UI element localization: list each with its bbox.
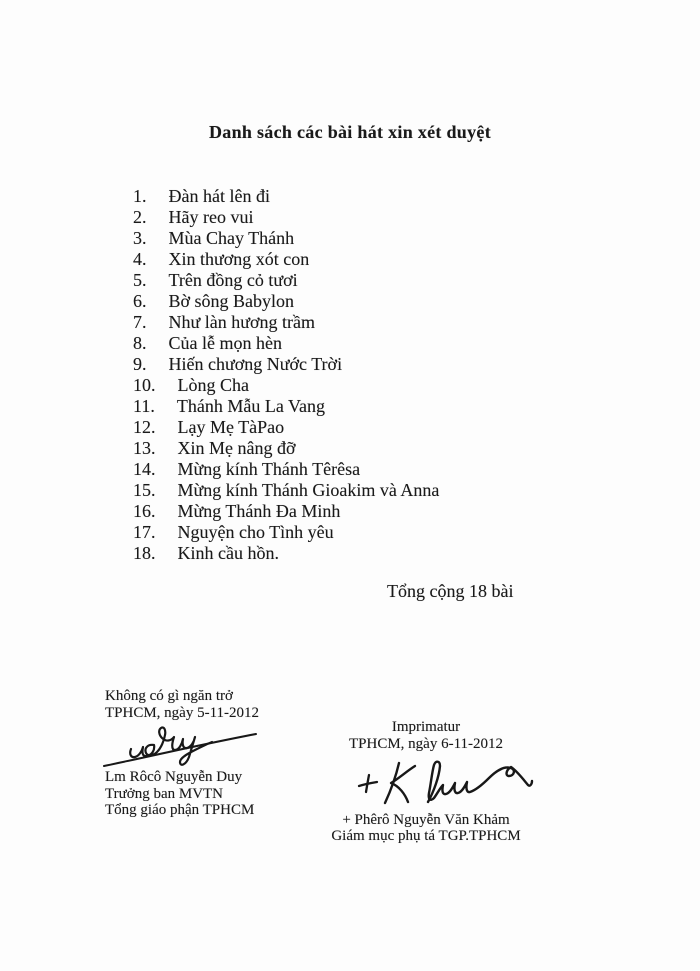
song-number: 10. <box>133 375 156 395</box>
signature-nguyen-van-kham <box>345 757 535 819</box>
list-item <box>133 438 439 459</box>
list-item <box>133 312 439 333</box>
signer-name: Lm Rôcô Nguyễn Duy <box>105 769 243 785</box>
song-number: 14. <box>133 459 156 479</box>
approval-note: Không có gì ngăn trở <box>105 688 233 704</box>
song-number: 17. <box>133 522 156 542</box>
song-number: 7. <box>133 312 147 332</box>
list-item <box>133 417 439 438</box>
list-item <box>133 270 439 291</box>
left-signer-block <box>105 769 254 819</box>
song-title: Trên đồng cỏ tươi <box>168 270 298 290</box>
song-title: Mừng Thánh Đa Minh <box>177 501 341 521</box>
song-title: Mừng kính Thánh Têrêsa <box>177 459 361 479</box>
list-item <box>133 375 439 396</box>
song-number: 11. <box>133 396 155 416</box>
song-number: 12. <box>133 417 156 437</box>
list-item <box>133 291 439 312</box>
song-number: 2. <box>133 207 147 227</box>
list-item <box>133 396 439 417</box>
song-title: Xin Mẹ nâng đỡ <box>177 438 296 458</box>
list-item <box>133 186 439 207</box>
song-title: Hiến chương Nước Trời <box>168 354 343 374</box>
list-item <box>133 228 439 249</box>
document-title: Danh sách các bài hát xin xét duyệt <box>208 122 492 142</box>
song-title: Của lễ mọn hèn <box>168 333 282 353</box>
right-signer-block <box>318 813 534 844</box>
list-item <box>133 249 439 270</box>
song-number: 1. <box>133 186 147 206</box>
song-title: Lòng Cha <box>177 375 249 395</box>
list-item <box>133 459 439 480</box>
song-title: Đàn hát lên đi <box>168 186 270 206</box>
song-title: Thánh Mẫu La Vang <box>176 396 325 416</box>
song-number: 18. <box>133 543 156 563</box>
song-title: Hãy reo vui <box>168 207 254 227</box>
signer-role: Giám mục phụ tá TGP.TPHCM <box>331 827 521 844</box>
song-title: Mùa Chay Thánh <box>168 228 295 248</box>
list-item <box>133 480 439 501</box>
song-number: 6. <box>133 291 147 311</box>
signer-role: Trưởng ban MVTN <box>105 785 224 802</box>
song-title: Xin thương xót con <box>168 249 310 269</box>
list-item <box>133 333 439 354</box>
list-item <box>133 354 439 375</box>
signature-nguyen-duy <box>98 724 263 772</box>
list-item <box>133 543 439 564</box>
song-title: Mừng kính Thánh Gioakim và Anna <box>177 480 440 500</box>
song-number: 16. <box>133 501 156 521</box>
song-number: 3. <box>133 228 147 248</box>
song-title: Như làn hương trầm <box>168 312 316 332</box>
song-title: Lạy Mẹ TàPao <box>177 417 285 437</box>
song-number: 9. <box>133 354 147 374</box>
song-number: 5. <box>133 270 147 290</box>
imprimatur-date: TPHCM, ngày 6-11-2012 <box>348 735 504 752</box>
song-number: 4. <box>133 249 147 269</box>
song-title: Bờ sông Babylon <box>168 291 295 311</box>
list-item <box>133 522 439 543</box>
list-item <box>133 501 439 522</box>
signer-name: + Phêrô Nguyễn Văn Khảm <box>342 812 510 828</box>
approval-note-block <box>105 688 259 721</box>
total-count: Tổng cộng 18 bài <box>387 581 514 601</box>
song-list <box>133 186 439 564</box>
list-item <box>133 207 439 228</box>
song-title: Nguyện cho Tình yêu <box>177 522 334 542</box>
song-title: Kinh cầu hồn. <box>177 543 279 563</box>
song-number: 8. <box>133 333 147 353</box>
approval-date: TPHCM, ngày 5-11-2012 <box>105 704 260 721</box>
signer-role: Tổng giáo phận TPHCM <box>105 802 255 818</box>
imprimatur-block <box>330 719 522 752</box>
song-number: 13. <box>133 438 156 458</box>
song-number: 15. <box>133 480 156 500</box>
imprimatur-label: Imprimatur <box>391 719 461 735</box>
